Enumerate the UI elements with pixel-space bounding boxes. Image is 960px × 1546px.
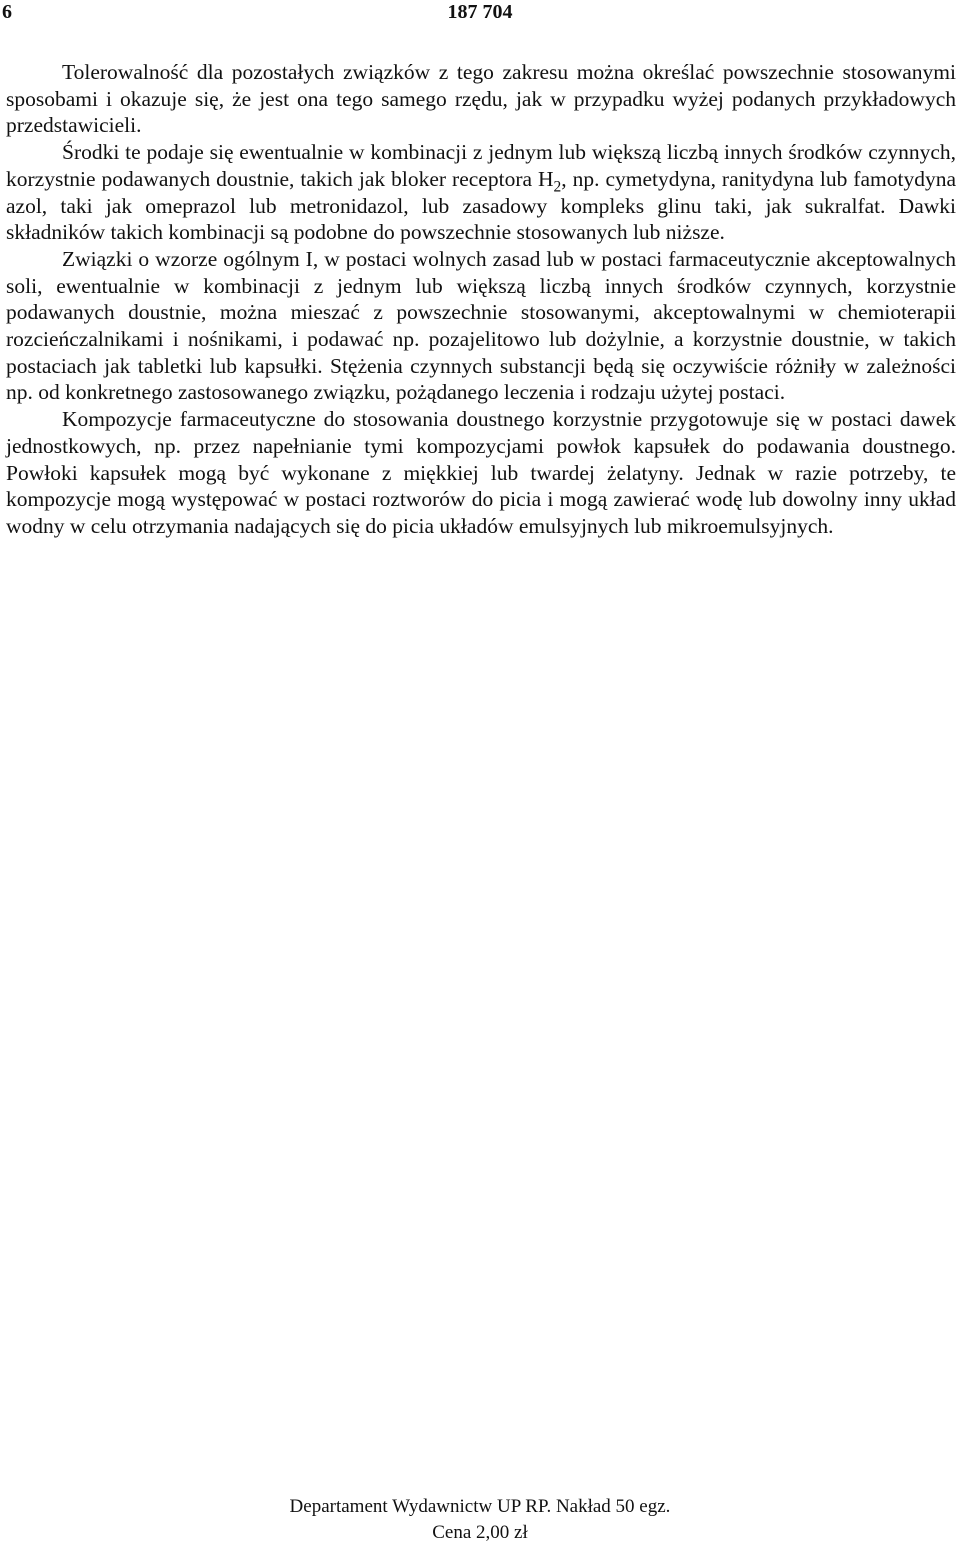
- page-footer: [0, 1494, 960, 1546]
- patent-number: 187 704: [447, 1, 513, 23]
- paragraph-combination-text-start: Środki te podaje się ewentualnie w kombinacji z jednym lub większą liczbą innych środków czynnych, korzystnie podawanych doustnie, takich jak bloker receptora H: [6, 140, 956, 191]
- page-number: 6: [2, 1, 12, 23]
- paragraph-compounds: Związki o wzorze ogólnym I, w postaci wolnych zasad lub w postaci farmaceutycznie akceptowalnych soli, ewentualnie w kombinacji z jednym lub większą liczbą innych środków czynnych, korzystnie podawanych doustnie, można mieszać z powszechnie stosowanymi, akceptowalnymi w chemioterapii rozcieńczalnikami i nośnikami, i podawać np. pozajelitowo lub dożylnie, a korzystnie doustnie, w takich postaciach jak tabletki lub kapsułki. Stężenia czynnych substancji będą się oczywiście różniły w zależności np. od konkretnego zastosowanego związku, pożądanego leczenia i rodzaju użytej postaci.: [6, 246, 956, 405]
- paragraph-compositions: Kompozycje farmaceutyczne do stosowania doustnego korzystnie przygotowuje się w postaci dawek jednostkowych, np. przez napełnianie tymi kompozycjami powłok kapsułek do podawania doustnego. Powłoki kapsułek mogą być wykonane z miękkiej lub twardej żelatyny. Jednak w razie potrzeby, te kompozycje mogą występować w postaci roztworów do picia i mogą zawierać wodę lub dowolny inny układ wodny w celu otrzymania nadających się do picia układów emulsyjnych lub mikroemulsyjnych.: [6, 407, 956, 538]
- publisher-info: Departament Wydawnictw UP RP. Nakład 50 egz.: [289, 1496, 671, 1517]
- paragraph-combination: [6, 139, 956, 246]
- document-body: [6, 59, 956, 540]
- paragraph-combination-text-end: , np. cymetydyna, ranitydyna lub famotydyna azol, taki jak omeprazol lub metronidazol, lub zasadowy kompleks glinu taki, jak sukralfat. Dawki składników takich kombinacji są podobne do powszechnie stosowanych lub niższe.: [6, 166, 956, 245]
- subscript-h2: 2: [553, 178, 562, 196]
- paragraph-tolerability: Tolerowalność dla pozostałych związków z tego zakresu można określać powszechnie stosowanymi sposobami i okazuje się, że jest ona tego samego rzędu, jak w przypadku wyżej podanych przykładowych przedstawicieli.: [6, 60, 956, 138]
- price-info: Cena 2,00 zł: [432, 1522, 528, 1543]
